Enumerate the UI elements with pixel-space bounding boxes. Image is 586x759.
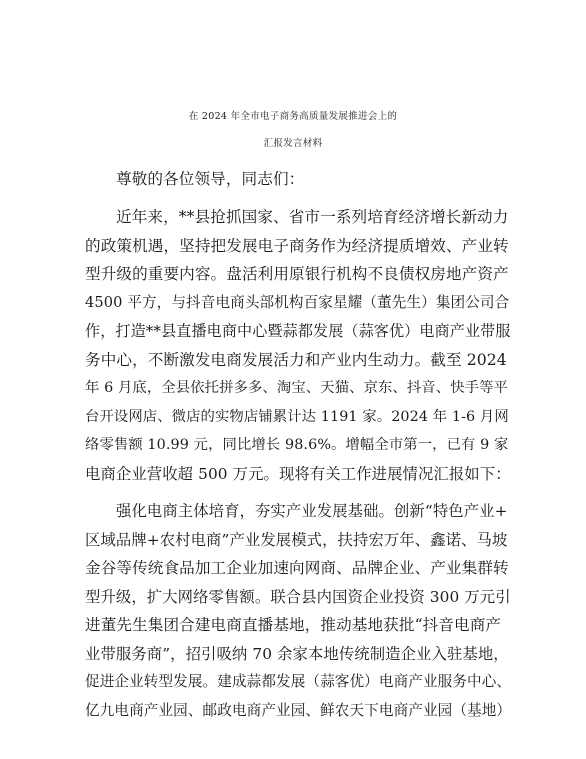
paragraph-1-line: 务中心，不断激发电商发展活力和产业内生动力。截至 2024: [85, 351, 507, 369]
paragraph-2-line: 进董先生集团合建电商直播基地，推动基地获批“抖音电商产: [85, 616, 502, 634]
paragraph-2-line: 型升级，扩大网络零售额。联合县内国资企业投资 300 万元引: [85, 588, 511, 606]
paragraph-1-line: 作，打造**县直播电商中心暨蒜都发展（蒜客优）电商产业带服: [85, 322, 511, 340]
paragraph-1-line: 台开设网店、微店的实物店铺累计达 1191 家。2024 年 1-6 月网: [85, 409, 509, 425]
paragraph-2-line: 金谷等传统食品加工企业加速向网商、品牌企业、产业集群转: [85, 559, 509, 577]
paragraph-2-line: 亿九电商产业园、邮政电商产业园、鲜农天下电商产业园（基地）: [85, 702, 512, 719]
paragraph-1-line: 年 6 月底，全县依托拼多多、淘宝、天猫、京东、抖音、快手等平: [85, 380, 508, 396]
paragraph-1-line: 的政策机遇，坚持把发展电子商务作为经济提质增效、产业转: [85, 237, 509, 255]
paragraph-1-line: 络零售额 10.99 元，同比增长 98.6%。增幅全市第一，已有 9 家: [85, 437, 509, 453]
paragraph-1-line: 近年来，**县抢抓国家、省市一系列培育经济增长新动力: [116, 208, 509, 226]
document-title-line-1: 在 2024 年全市电子商务高质量发展推进会上的: [188, 111, 398, 122]
salutation: 尊敬的各位领导，同志们：: [116, 170, 305, 188]
paragraph-2-line: 区域品牌+农村电商”产业发展模式，扶持宏万年、鑫诺、马坡: [85, 531, 508, 549]
paragraph-2-line: 强化电商主体培育，夯实产业发展基础。创新“特色产业+: [116, 502, 508, 520]
document-title-line-2: 汇报发言材料: [263, 138, 323, 149]
paragraph-1-line: 型升级的重要内容。盘活利用原银行机构不良债权房地产资产: [85, 265, 509, 283]
paragraph-2-line: 业带服务商”，招引吸纳 70 余家本地传统制造企业入驻基地，: [85, 645, 509, 663]
paragraph-1-line: 电商企业营收超 500 万元。现将有关工作进展情况汇报如下：: [85, 465, 511, 483]
paragraph-1-line: 4500 平方，与抖音电商头部机构百家星耀（董先生）集团公司合: [85, 294, 510, 311]
paragraph-2-line: 促进企业转型发展。建成蒜都发展（蒜客优）电商产业服务中心、: [85, 673, 512, 690]
